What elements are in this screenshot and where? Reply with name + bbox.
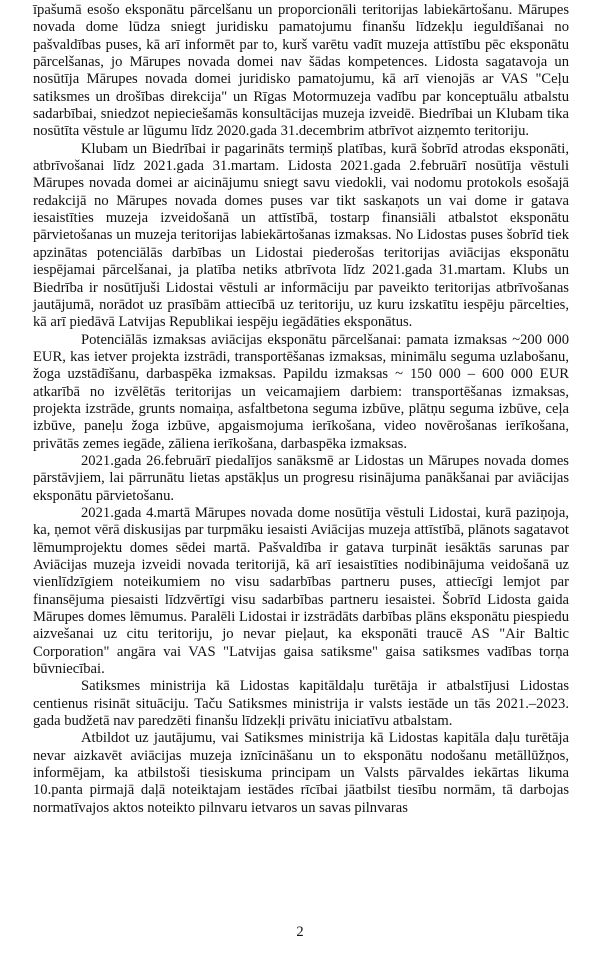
paragraph-7: Atbildot uz jautājumu, vai Satiksmes ministrija kā Lidostas kapitāla daļu turētāja nevar aizkavēt aviācijas muzeja iznīcināšanu un to eksponātu nodošanu metāllūžņos, informējam, ka atbilstoši tiesiskuma principam un Valsts pārvaldes iekārtas likuma 10.panta pirmajā daļā noteiktajam iestādes rīcībai jāatbilst tiesību normām, tā darbojas normatīvajos aktos noteikto pilnvaru ietvaros un savas pilnvaras [33,730,569,816]
document-body [33,2,569,817]
paragraph-5: 2021.gada 4.martā Mārupes novada dome nosūtīja vēstuli Lidostai, kurā paziņoja, ka, ņemot vērā diskusijas par turpmāku iesaisti Aviācijas muzeja attīstībā, plānots sagatavot lēmumprojektu domes sēdei martā. Pašvaldība ir gatava turpināt iesāktās sarunas par Aviācijas muzeja izveidi novada teritorijā, kā arī iesaistīties nodibinājuma veidošanā uz vienlīdzīgiem noteikumiem no visu sadarbības partneru puses, attiecīgi lemjot par finansējuma piesaisti līdzvērtīgi visu sadarbības partneru iesaistei. Šobrīd Lidosta gaida Mārupes domes lēmumus. Paralēli Lidostai ir izstrādāts darbības plāns eksponātu piespiedu aizvešanai uz citu teritoriju, jo nevar pieļaut, ka eksponāti traucē AS "Air Baltic Corporation" angāra vai VAS "Latvijas gaisa satiksme" gaisa satiksmes vadības torņa būvniecībai. [33,504,569,678]
paragraph-1: īpašumā esošo eksponātu pārcelšanu un proporcionāli teritorijas labiekārtošanu. Mārupes novada dome lūdza sniegt juridisku pamatojumu finanšu līdzekļu ieguldīšanai no pašvaldības puses, kā arī informēt par to, kurš varētu vadīt muzeja attīstību pēc eksponātu pārcelšanas, jo Mārupes novada domei nav šādas kompetences. Lidosta sagatavoja un nosūtīja Mārupes novada domei juridisko pamatojumu, kā arī vienojās ar VAS "Ceļu satiksmes un drošības direkcija" un Rīgas Motormuzeja vadību par konceptuālu atbalstu sadarbībai, sniedzot nepieciešamās konsultācijas muzeja izveidē. Biedrībai un Klubam tika nosūtīta vēstule ar lūgumu līdz 2020.gada 31.decembrim atbrīvot aizņemto teritoriju. [33,2,569,140]
paragraph-2: Klubam un Biedrībai ir pagarināts termiņš platības, kurā šobrīd atrodas eksponāti, atbrīvošanai līdz 2021.gada 31.martam. Lidosta 2021.gada 2.februārī nosūtīja vēstuli Mārupes novada domei ar aicinājumu sniegt savu viedokli, vai nodomu protokols esošajā redakcijā no Mārupes novada domes puses var tikt saskaņots un vai dome ir gatava iesaistīties muzeja izveidošanā un attīstībā, tostarp finansiāli atbalstot eksponātu pārvietošanas un muzeja teritorijas labiekārtošanas izmaksas. No Lidostas puses šobrīd tiek apzinātas potenciālās darbības un Lidostai piederošas teritorijas aviācijas eksponātu iespējamai pārcelšanai, ja platība netiks atbrīvota līdz 2021.gada 31.martam. Klubs un Biedrība ir nosūtījuši Lidostai vēstuli ar informāciju par paveikto teritorijas atbrīvošanas jautājumā, norādot uz prasībām attiecībā uz teritoriju, uz kuru izskatītu iespēju pārcelties, kā arī piedāvā Latvijas Republikai iespēju iegādāties eksponātus. [33,140,569,331]
paragraph-6: Satiksmes ministrija kā Lidostas kapitāldaļu turētāja ir atbalstījusi Lidostas centienus risināt situāciju. Taču Satiksmes ministrija ir valsts iestāde un tās 2021.–2023. gada budžetā nav paredzēti finanšu līdzekļi privātu iniciatīvu atbalstam. [33,678,569,730]
paragraph-3: Potenciālās izmaksas aviācijas eksponātu pārcelšanai: pamata izmaksas ~200 000 EUR, kas ietver projekta izstrādi, transportēšanas izmaksas, minimālu seguma uzlabošanu, žoga uzstādīšanu, darbaspēka izmaksas. Papildu izmaksas ~ 150 000 – 600 000 EUR atkarībā no izvēlētās teritorijas un veicamajiem darbiem: transportēšanas izmaksas, projekta izstrāde, grunts nomaiņa, asfaltbetona seguma izbūve, plātņu seguma izbūve, ceļa izbūve, paneļu žoga izbūve, apgaismojuma ierīkošana, video novērošanas ierīkošana, privātās zemes iegāde, zāliena ierīkošana, darbaspēka izmaksas. [33,331,569,452]
paragraph-4: 2021.gada 26.februārī piedalījos sanāksmē ar Lidostas un Mārupes novada domes pārstāvjiem, lai pārrunātu lietas apstākļus un progresu risinājuma panākšanai par aviācijas eksponātu pārvietošanu. [33,452,569,504]
page-number: 2 [296,924,304,940]
